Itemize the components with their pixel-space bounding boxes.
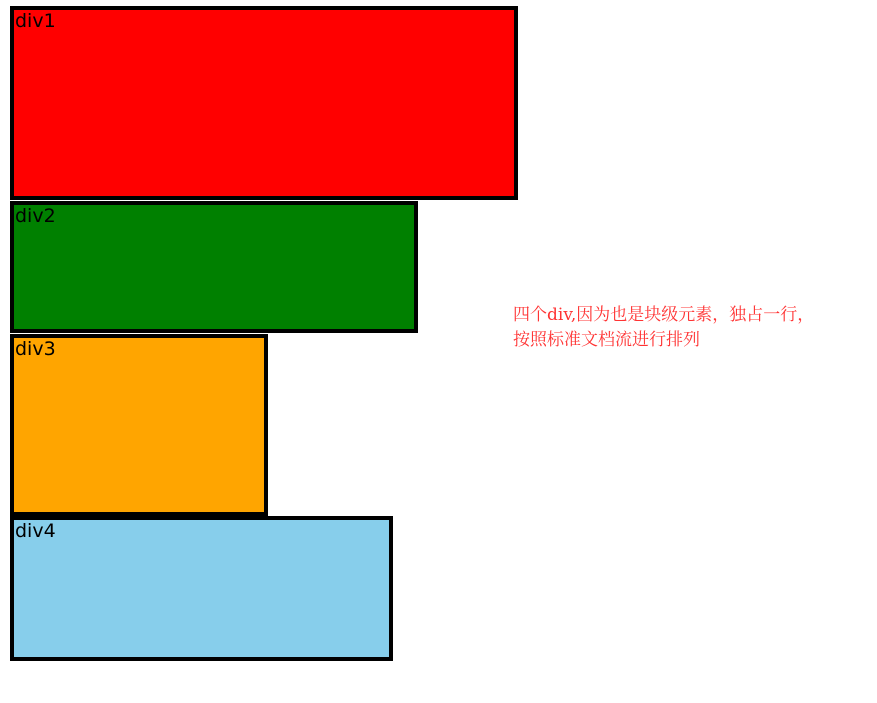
note-line-1: 四个div,因为也是块级元素，独占一行， [513,305,815,325]
div4-label: div4 [15,520,56,542]
note-line-2: 按照标准文档流进行排列 [513,330,700,350]
div3-box [10,334,268,516]
div2-label: div2 [15,205,56,227]
div2-box [10,201,418,333]
div3-label: div3 [15,338,56,360]
div1-label: div1 [15,10,56,32]
div4-box [10,516,393,661]
div1-box [10,6,518,200]
explanation-note [513,303,875,353]
